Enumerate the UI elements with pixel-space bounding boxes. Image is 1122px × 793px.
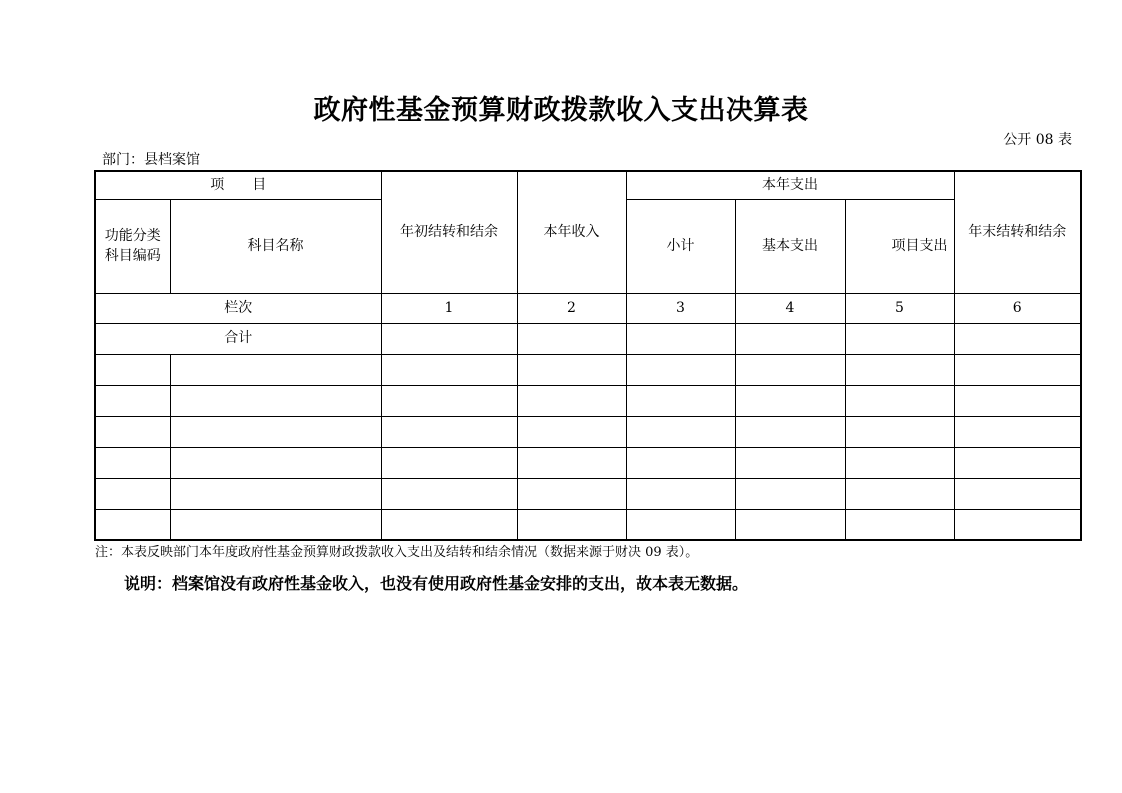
table-cell: [95, 354, 170, 385]
table-cell: [954, 354, 1081, 385]
total-cell: [381, 323, 517, 354]
table-cell: [517, 478, 626, 509]
table-cell: [381, 478, 517, 509]
table-cell: [845, 354, 954, 385]
table-row: [95, 478, 1081, 509]
table-cell: [735, 509, 845, 540]
header-item: 项 目: [95, 171, 381, 199]
column-number-row: [95, 293, 1081, 323]
table-cell: [626, 385, 735, 416]
header-project-expense: 项目支出: [845, 199, 954, 293]
column-number-2: 2: [517, 293, 626, 323]
table-cell: [170, 354, 381, 385]
table-cell: [381, 416, 517, 447]
header-basic-expense: 基本支出: [735, 199, 845, 293]
table-cell: [95, 385, 170, 416]
table-cell: [517, 385, 626, 416]
table-cell: [170, 416, 381, 447]
total-label: 合计: [95, 323, 381, 354]
form-number: 公开 08 表: [1003, 132, 1072, 148]
table-cell: [735, 478, 845, 509]
table-cell: [517, 416, 626, 447]
table-cell: [170, 447, 381, 478]
header-row-1: [95, 171, 1081, 199]
header-closing-balance: 年末结转和结余: [954, 171, 1081, 293]
table-row: [95, 416, 1081, 447]
table-cell: [170, 478, 381, 509]
table-cell: [381, 447, 517, 478]
total-cell: [626, 323, 735, 354]
header-subject-name: 科目名称: [170, 199, 381, 293]
table-row: [95, 447, 1081, 478]
table-cell: [517, 509, 626, 540]
page-title: 政府性基金预算财政拨款收入支出决算表: [313, 95, 809, 126]
table-cell: [845, 509, 954, 540]
budget-table: [94, 170, 1082, 541]
table-cell: [626, 447, 735, 478]
header-current-expense: 本年支出: [626, 171, 954, 199]
table-cell: [626, 509, 735, 540]
table-cell: [170, 509, 381, 540]
column-number-5: 5: [845, 293, 954, 323]
table-cell: [381, 385, 517, 416]
table-cell: [626, 416, 735, 447]
total-row: [95, 323, 1081, 354]
table-row: [95, 385, 1081, 416]
table-cell: [95, 509, 170, 540]
total-cell: [954, 323, 1081, 354]
header-subtotal: 小计: [626, 199, 735, 293]
column-number-6: 6: [954, 293, 1081, 323]
table-cell: [626, 354, 735, 385]
table-cell: [735, 416, 845, 447]
total-cell: [517, 323, 626, 354]
table-cell: [517, 447, 626, 478]
table-cell: [381, 509, 517, 540]
header-opening-balance: 年初结转和结余: [381, 171, 517, 293]
table-cell: [95, 447, 170, 478]
table-cell: [954, 509, 1081, 540]
table-cell: [954, 385, 1081, 416]
table-cell: [735, 354, 845, 385]
table-cell: [845, 478, 954, 509]
table-note: 注：本表反映部门本年度政府性基金预算财政拨款收入支出及结转和结余情况（数据来源于财决 09 表）。: [95, 545, 699, 560]
table-cell: [735, 447, 845, 478]
column-number-3: 3: [626, 293, 735, 323]
column-number-label: 栏次: [95, 293, 381, 323]
total-cell: [845, 323, 954, 354]
table-cell: [735, 385, 845, 416]
header-current-income: 本年收入: [517, 171, 626, 293]
header-function-code: 功能分类科目编码: [95, 199, 170, 293]
total-cell: [735, 323, 845, 354]
department-label: 部门：县档案馆: [102, 152, 200, 168]
table-body: [95, 171, 1081, 540]
table-row: [95, 509, 1081, 540]
table-cell: [845, 385, 954, 416]
column-number-1: 1: [381, 293, 517, 323]
table-cell: [170, 385, 381, 416]
column-number-4: 4: [735, 293, 845, 323]
table-cell: [381, 354, 517, 385]
table-cell: [517, 354, 626, 385]
table-cell: [954, 416, 1081, 447]
table-cell: [954, 447, 1081, 478]
table-row: [95, 354, 1081, 385]
table-cell: [95, 416, 170, 447]
table-cell: [845, 447, 954, 478]
table-cell: [95, 478, 170, 509]
table-cell: [845, 416, 954, 447]
table-cell: [954, 478, 1081, 509]
explanation-text: 说明：档案馆没有政府性基金收入，也没有使用政府性基金安排的支出，故本表无数据。: [124, 574, 749, 593]
table-cell: [626, 478, 735, 509]
